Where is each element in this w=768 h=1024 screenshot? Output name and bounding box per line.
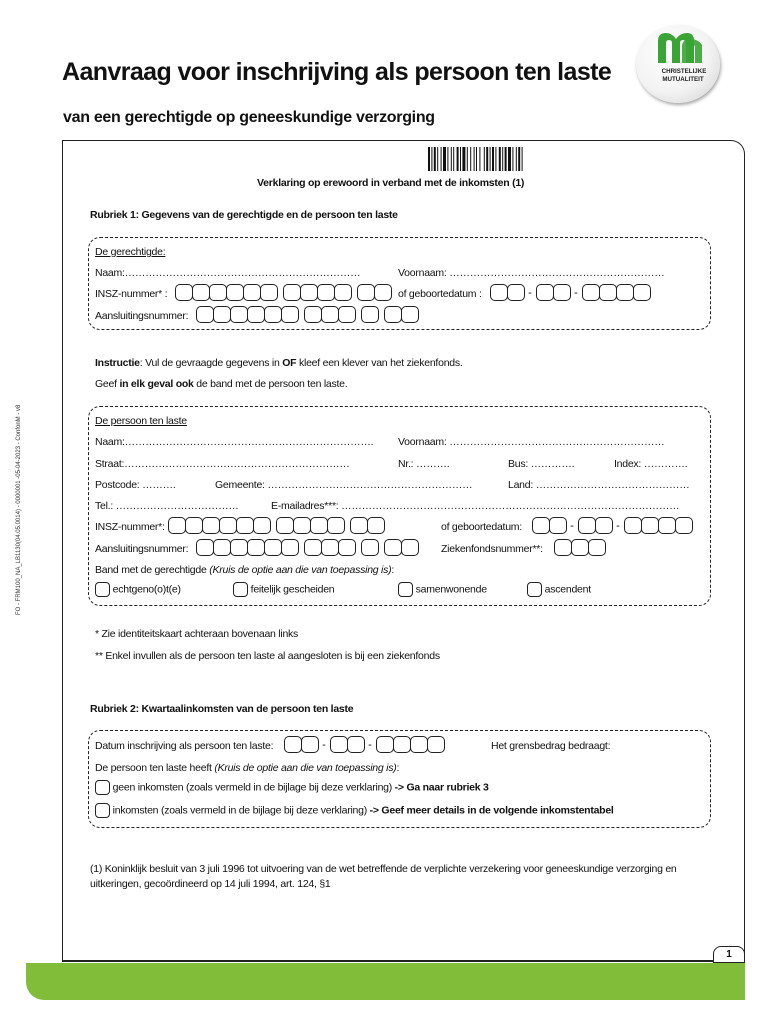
barcode-bar <box>462 147 465 171</box>
grensbedrag-label: Het grensbedrag bedraagt: <box>491 740 611 752</box>
barcode-bar <box>495 147 496 171</box>
persoon-index-field[interactable]: Index: …………. <box>614 458 688 470</box>
cm-logo-mark-icon <box>636 25 720 103</box>
persoon-nr-field[interactable]: Nr.: ………. <box>398 458 450 470</box>
barcode-bar <box>522 147 523 171</box>
gerechtigde-insz-label: INSZ-nummer* : <box>95 288 168 300</box>
declaration-title: Verklaring op erewoord in verband met de inkomsten (1) <box>257 177 525 189</box>
persoon-aansluiting-input[interactable] <box>196 539 418 556</box>
barcode-bar <box>428 147 430 171</box>
band-label: Band met de gerechtigde (Kruis de optie aan die van toepassing is): <box>95 564 395 576</box>
persoon-postcode-field[interactable]: Postcode: ………. <box>95 479 176 491</box>
logo-text-2: MUTUALITEIT <box>662 76 704 83</box>
barcode <box>428 147 588 171</box>
barcode-bar <box>479 147 480 171</box>
barcode-bar <box>492 147 494 171</box>
band-option-samenwonende[interactable]: samenwonende <box>398 582 487 597</box>
band-option-echtgenoot[interactable]: echtgeno(o)t(e) <box>95 582 181 597</box>
gerechtigde-aansluiting-label: Aansluitingsnummer: <box>95 310 189 322</box>
barcode-bar <box>434 147 436 171</box>
gerechtigde-insz-input[interactable] <box>175 284 391 301</box>
footnote-2: ** Enkel invullen als de persoon ten laste al aangesloten is bij een ziekenfonds <box>95 650 440 662</box>
gerechtigde-voornaam-field[interactable]: Voornaam: ……………………………………………………… <box>398 267 665 279</box>
page-number: 1 <box>713 946 745 963</box>
legal-note-line-2: uitkeringen, gecoördineerd op 14 juli 1994, art. 124, §1 <box>90 878 331 890</box>
form-frame-bottom <box>62 960 744 962</box>
footnote-1: * Zie identiteitskaart achteraan bovenaan links <box>95 628 299 640</box>
gerechtigde-geboortedatum-input[interactable]: - - <box>490 284 650 301</box>
persoon-tel-field[interactable]: Tel.: ……………………………… <box>95 500 239 512</box>
checkbox-geen-inkomsten[interactable] <box>95 780 110 795</box>
barcode-bar <box>457 147 459 171</box>
geef-text: Geef in elk geval ook de band met de persoon ten laste. <box>95 378 348 390</box>
band-option-ascendent[interactable]: ascendent <box>527 582 591 597</box>
barcode-bar <box>467 147 468 171</box>
barcode-bar <box>453 147 454 171</box>
barcode-bar <box>460 147 461 171</box>
persoon-insz-input[interactable] <box>168 517 384 534</box>
persoon-email-field[interactable]: E-mailadres***: ……………………………………………………………………………………… <box>271 500 680 512</box>
cm-logo <box>636 25 720 103</box>
instructie-text: Instructie: Vul de gevraagde gegevens in OF kleef een klever van het ziekenfonds. <box>95 357 463 369</box>
persoon-insz-label: INSZ-nummer*: <box>95 521 165 533</box>
checkbox-samenwonende[interactable] <box>398 582 413 597</box>
persoon-geboortedatum-input[interactable]: - - <box>532 517 692 534</box>
barcode-bar <box>516 147 517 171</box>
checkbox-echtgenoot[interactable] <box>95 582 110 597</box>
heeft-label: De persoon ten laste heeft (Kruis de optie aan die van toepassing is): <box>95 762 400 774</box>
barcode-bar <box>502 147 503 171</box>
persoon-straat-field[interactable]: Straat:………………………………………………………… <box>95 458 350 470</box>
legal-note-line-1: (1) Koninklijk besluit van 3 juli 1996 tot uitvoering van de wet betreffende de verplichte verzekering voor geneeskundige verzorging en <box>90 863 677 875</box>
persoon-ziekenfonds-label: Ziekenfondsnummer**: <box>441 543 543 555</box>
barcode-bar <box>451 147 452 171</box>
barcode-bar <box>505 147 507 171</box>
barcode-bar <box>484 147 485 171</box>
persoon-aansluiting-label: Aansluitingsnummer: <box>95 543 189 555</box>
barcode-bar <box>441 147 442 171</box>
checkbox-inkomsten[interactable] <box>95 803 110 818</box>
gerechtigde-aansluiting-input[interactable] <box>196 306 418 323</box>
option-inkomsten[interactable]: inkomsten (zoals vermeld in de bijlage bij deze verklaring) -> Geef meer details in de volgende inkomstentabel <box>95 803 614 818</box>
persoon-land-field[interactable]: Land: ……………………………………… <box>508 479 690 491</box>
persoon-geboortedatum-label: of geboortedatum: <box>441 521 522 533</box>
barcode-bar <box>470 147 471 171</box>
checkbox-ascendent[interactable] <box>527 582 542 597</box>
persoon-voornaam-field[interactable]: Voornaam: ……………………………………………………… <box>398 436 665 448</box>
barcode-bar <box>508 147 511 171</box>
rubriek2-heading: Rubriek 2: Kwartaalinkomsten van de persoon ten laste <box>90 703 354 715</box>
barcode-bar <box>447 147 448 171</box>
logo-text-1: CHRISTELIJKE <box>661 68 707 75</box>
barcode-bar <box>518 147 520 171</box>
datum-input[interactable]: - - <box>284 736 444 753</box>
barcode-bar <box>474 147 475 171</box>
barcode-bar <box>490 147 491 171</box>
checkbox-gescheiden[interactable] <box>233 582 248 597</box>
rubriek1-heading: Rubriek 1: Gegevens van de gerechtigde en de persoon ten laste <box>90 209 398 221</box>
gerechtigde-label: De gerechtigde: <box>95 246 166 258</box>
barcode-bar <box>499 147 501 171</box>
page-title: Aanvraag voor inschrijving als persoon ten laste <box>62 58 612 86</box>
band-option-gescheiden[interactable]: feitelijk gescheiden <box>233 582 334 597</box>
persoon-label: De persoon ten laste <box>95 415 187 427</box>
persoon-bus-field[interactable]: Bus: …………. <box>508 458 575 470</box>
barcode-bar <box>431 147 432 171</box>
barcode-bar <box>512 147 513 171</box>
option-geen-inkomsten[interactable]: geen inkomsten (zoals vermeld in de bijlage bij deze verklaring) -> Ga naar rubriek 3 <box>95 780 489 795</box>
barcode-bar <box>437 147 438 171</box>
footer-green-bar <box>26 963 745 1000</box>
barcode-bar <box>486 147 488 171</box>
persoon-ziekenfonds-input[interactable] <box>554 539 605 556</box>
persoon-gemeente-field[interactable]: Gemeente: …………………………………………………… <box>215 479 473 491</box>
barcode-bar <box>443 147 446 171</box>
gerechtigde-geboortedatum-label: of geboortedatum : <box>398 288 482 300</box>
barcode-bar <box>476 147 477 171</box>
persoon-naam-field[interactable]: Naam:………………………………………………………………. <box>95 436 374 448</box>
page-subtitle: van een gerechtigde op geneeskundige verzorging <box>63 109 435 126</box>
form-code: FO - FRM100_NA_LB1130(04.05.0014) - 0000001 -05-04-2023 - ConfonM - v8 <box>16 404 22 615</box>
gerechtigde-naam-field[interactable]: Naam:…………………………………………………………… <box>95 267 361 279</box>
datum-label: Datum inschrijving als persoon ten laste: <box>95 740 274 752</box>
